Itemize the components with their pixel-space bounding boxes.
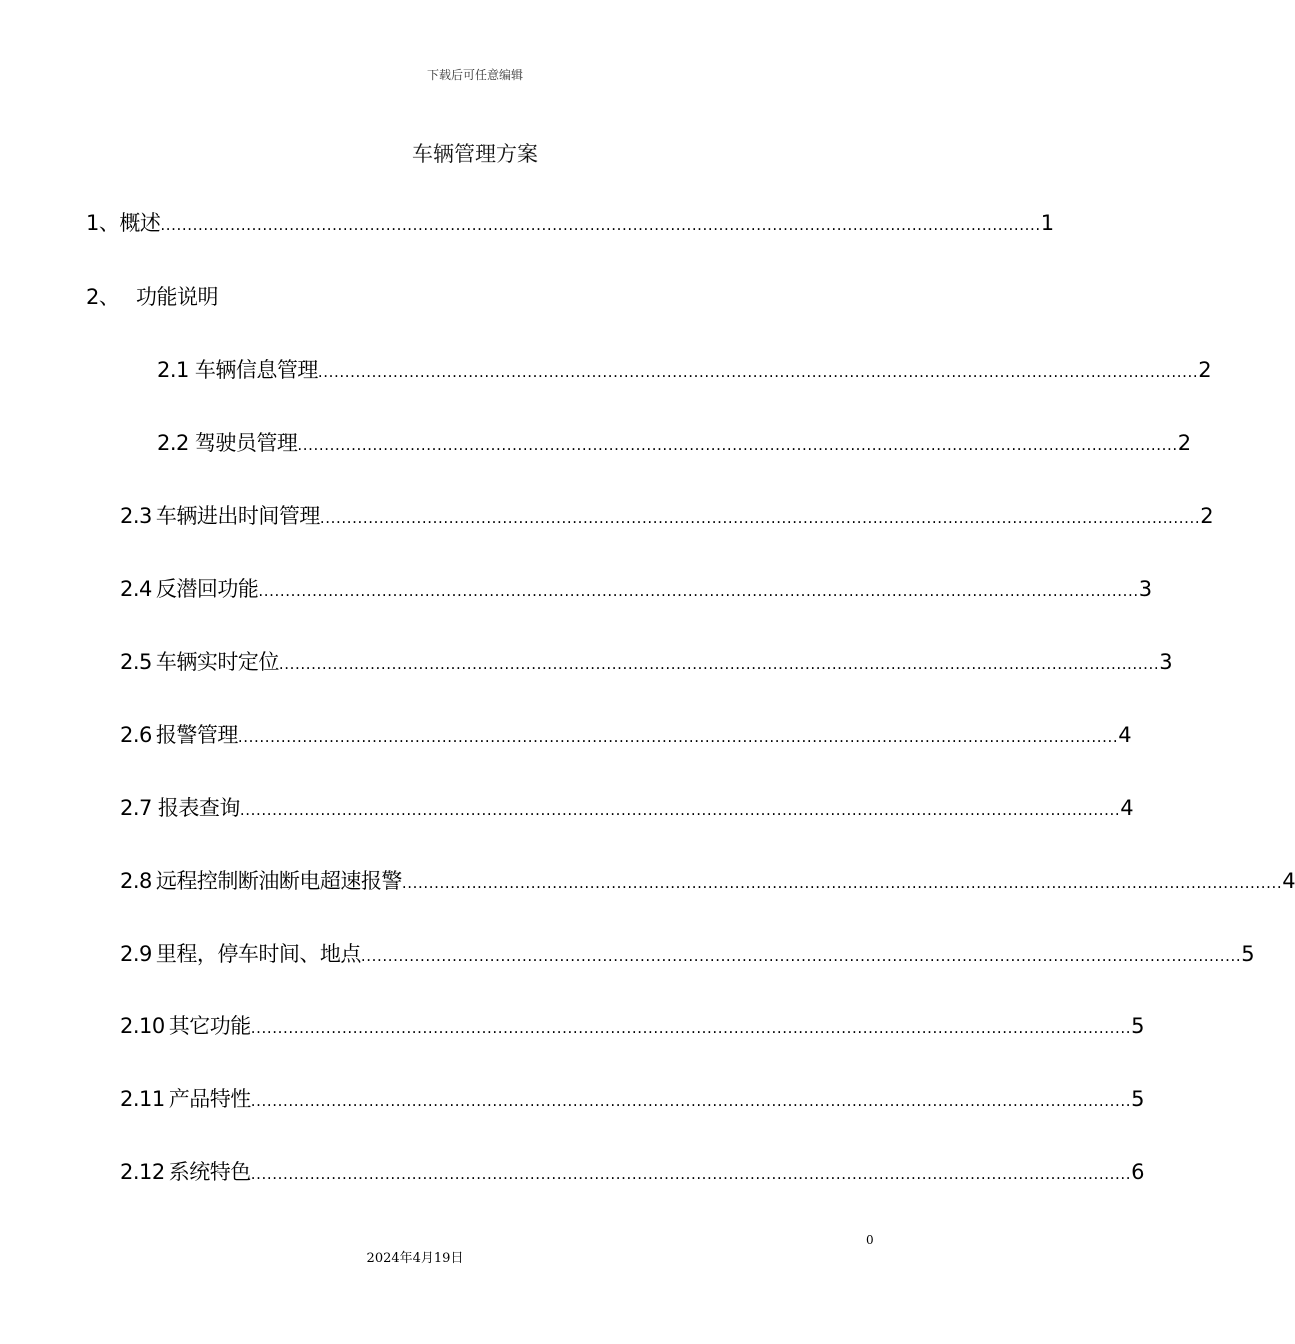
toc-entry-2[interactable] (86, 282, 386, 312)
toc-entry-2-10[interactable] (120, 1011, 1145, 1041)
toc-entry-label: 远程控制断油断电超速报警 (155, 869, 402, 893)
toc-entry-page: 2 (1177, 431, 1191, 455)
toc-leader-dots: .................................................................................................................................................................... (401, 874, 1283, 892)
toc-entry-1[interactable] (86, 208, 1054, 238)
toc-entry-page: 5 (1131, 1087, 1145, 1111)
toc-entry-2-11[interactable] (120, 1084, 1145, 1114)
toc-entry-number: 2.1 (157, 358, 189, 382)
document-title: 车辆管理方案 (412, 142, 538, 166)
toc-entry-label: 反潜回功能 (155, 577, 259, 601)
toc-entry-2-9[interactable] (120, 939, 1255, 969)
toc-entry-page: 6 (1131, 1160, 1145, 1184)
toc-entry-page: 4 (1120, 796, 1134, 820)
toc-entry-2-2[interactable] (157, 428, 1191, 458)
toc-entry-number: 1、 (86, 211, 120, 235)
toc-leader-dots: .................................................................................................................................................................... (250, 1019, 1132, 1037)
toc-entry-number: 2.6 (120, 723, 152, 747)
toc-leader-dots: .................................................................................................................................................................... (250, 1092, 1132, 1110)
toc-entry-label: 驾驶员管理 (194, 431, 298, 455)
toc-entry-page: 2 (1200, 504, 1214, 528)
toc-entry-number: 2.11 (120, 1087, 165, 1111)
toc-entry-page: 5 (1241, 942, 1255, 966)
toc-entry-label: 产品特性 (168, 1087, 251, 1111)
toc-entry-number: 2.3 (120, 504, 152, 528)
toc-entry-page: 2 (1198, 358, 1212, 382)
toc-leader-dots: .................................................................................................................................................................... (319, 509, 1201, 527)
toc-entry-label: 车辆进出时间管理 (155, 504, 320, 528)
toc-entry-number: 2.4 (120, 577, 152, 601)
toc-entry-number: 2.8 (120, 869, 152, 893)
toc-leader-dots: .................................................................................................................................................................... (250, 1165, 1132, 1183)
toc-entry-2-5[interactable] (120, 647, 1173, 677)
footer-date: 2024年4月19日 (366, 1251, 464, 1266)
toc-entry-number: 2.12 (120, 1160, 165, 1184)
toc-entry-page: 3 (1159, 650, 1173, 674)
toc-entry-2-6[interactable] (120, 720, 1132, 750)
toc-leader-dots: .................................................................................................................................................................... (278, 655, 1160, 673)
toc-leader-dots: .................................................................................................................................................................... (317, 363, 1199, 381)
toc-entry-label: 里程，停车时间、地点 (155, 942, 361, 966)
toc-entry-number: 2.9 (120, 942, 152, 966)
toc-entry-page: 3 (1138, 577, 1152, 601)
toc-leader-dots: .................................................................................................................................................................... (160, 216, 1041, 234)
toc-entry-2-4[interactable] (120, 574, 1152, 604)
toc-entry-number: 2.5 (120, 650, 152, 674)
toc-entry-2-1[interactable] (157, 355, 1212, 385)
toc-entry-number: 2、 (86, 285, 120, 309)
toc-entry-label: 报表查询 (157, 796, 240, 820)
toc-entry-page: 4 (1118, 723, 1132, 747)
toc-entry-number: 2.2 (157, 431, 189, 455)
toc-entry-label: 系统特色 (168, 1160, 251, 1184)
toc-entry-number: 2.10 (120, 1014, 165, 1038)
toc-entry-page: 1 (1040, 211, 1054, 235)
toc-entry-label: 功能说明 (136, 285, 218, 309)
toc-entry-2-7[interactable] (120, 793, 1134, 823)
toc-entry-label: 其它功能 (168, 1014, 251, 1038)
toc-leader-dots: .................................................................................................................................................................... (297, 436, 1178, 454)
page-number: 0 (866, 1233, 874, 1247)
toc-entry-label: 报警管理 (155, 723, 238, 747)
toc-leader-dots: .................................................................................................................................................................... (360, 947, 1242, 965)
toc-entry-label: 概述 (119, 211, 161, 235)
toc-entry-2-12[interactable] (120, 1157, 1145, 1187)
toc-entry-2-8[interactable] (120, 866, 1295, 896)
toc-entry-page: 5 (1131, 1014, 1145, 1038)
toc-entry-page: 4 (1282, 869, 1295, 893)
toc-entry-2-3[interactable] (120, 501, 1214, 531)
header-note: 下载后可任意编辑 (426, 68, 523, 82)
toc-entry-label: 车辆实时定位 (155, 650, 279, 674)
toc-leader-dots: .................................................................................................................................................................... (237, 728, 1119, 746)
toc-entry-label: 车辆信息管理 (194, 358, 318, 382)
toc-leader-dots: .................................................................................................................................................................... (258, 582, 1139, 600)
toc-leader-dots: .................................................................................................................................................................... (239, 801, 1121, 819)
toc-entry-number: 2.7 (120, 796, 152, 820)
